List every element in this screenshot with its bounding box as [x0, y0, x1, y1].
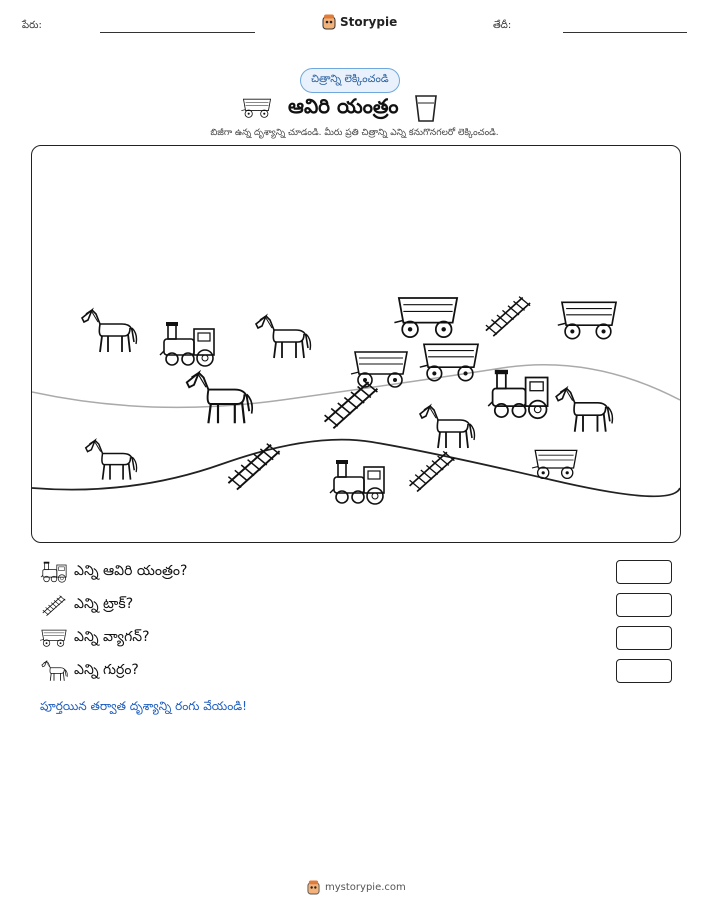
horse-icon	[556, 388, 612, 431]
color-prompt: పూర్తయిన తర్వాత దృశ్యాన్ని రంగు వేయండి!	[40, 699, 247, 713]
track-icon	[40, 593, 68, 617]
question-row	[40, 560, 672, 584]
wagon-icon	[240, 95, 274, 121]
brand-name: Storypie	[340, 15, 398, 29]
answer-box[interactable]	[616, 659, 672, 683]
answer-box[interactable]	[616, 560, 672, 584]
wagon-icon	[558, 302, 616, 338]
footer-site: mystorypie.com	[325, 882, 406, 893]
steam-engine-icon	[488, 370, 547, 418]
wagon-icon	[351, 352, 407, 387]
horse-icon	[82, 310, 137, 352]
question-text: ఎన్ని ట్రాక్?	[74, 595, 134, 612]
page-title-row	[240, 93, 439, 123]
track-icon	[486, 297, 530, 337]
steam-engine-icon	[40, 560, 68, 584]
wagon-icon	[420, 344, 478, 380]
footer	[307, 880, 406, 895]
back-hill	[32, 365, 680, 408]
question-row	[40, 626, 672, 650]
horse-icon	[256, 316, 311, 358]
wagon-icon	[532, 450, 577, 478]
worksheet-badge: చిత్రాన్ని లెక్కించండి	[300, 68, 400, 93]
question-row	[40, 659, 672, 683]
track-icon	[228, 444, 279, 490]
steam-engine-icon	[160, 322, 214, 366]
name-label: పేరు:	[22, 20, 42, 31]
question-text: ఎన్ని గుర్రం?	[74, 661, 139, 678]
questions-list	[40, 560, 672, 683]
counting-scene	[31, 145, 681, 543]
name-field[interactable]	[100, 32, 255, 33]
question-text: ఎన్ని ఆవిరి యంత్రం?	[74, 562, 188, 579]
question-row	[40, 593, 672, 617]
date-field[interactable]	[563, 32, 687, 33]
horse-icon	[187, 373, 252, 423]
answer-box[interactable]	[616, 593, 672, 617]
cup-icon	[413, 93, 439, 123]
wagon-icon	[40, 626, 68, 650]
answer-box[interactable]	[616, 626, 672, 650]
instructions: బిజీగా ఉన్న దృశ్యాన్ని చూడండి. మీరు ప్రతి చిత్రాన్ని ఎన్ని కనుగొనగలరో లెక్కించండి.	[210, 128, 499, 138]
brand-logo	[322, 14, 397, 30]
question-text: ఎన్ని వ్యాగన్?	[74, 628, 150, 645]
horse-icon	[40, 659, 68, 683]
storypie-logo-icon	[322, 14, 336, 30]
horse-icon	[420, 406, 475, 448]
steam-engine-icon	[330, 460, 384, 504]
wagon-icon	[394, 298, 457, 337]
date-label: తేదీ:	[493, 20, 512, 31]
storypie-logo-icon	[307, 880, 320, 895]
page-title: ఆవిరి యంత్రం	[288, 93, 399, 118]
horse-icon	[86, 440, 137, 479]
scene-illustration	[32, 146, 680, 542]
